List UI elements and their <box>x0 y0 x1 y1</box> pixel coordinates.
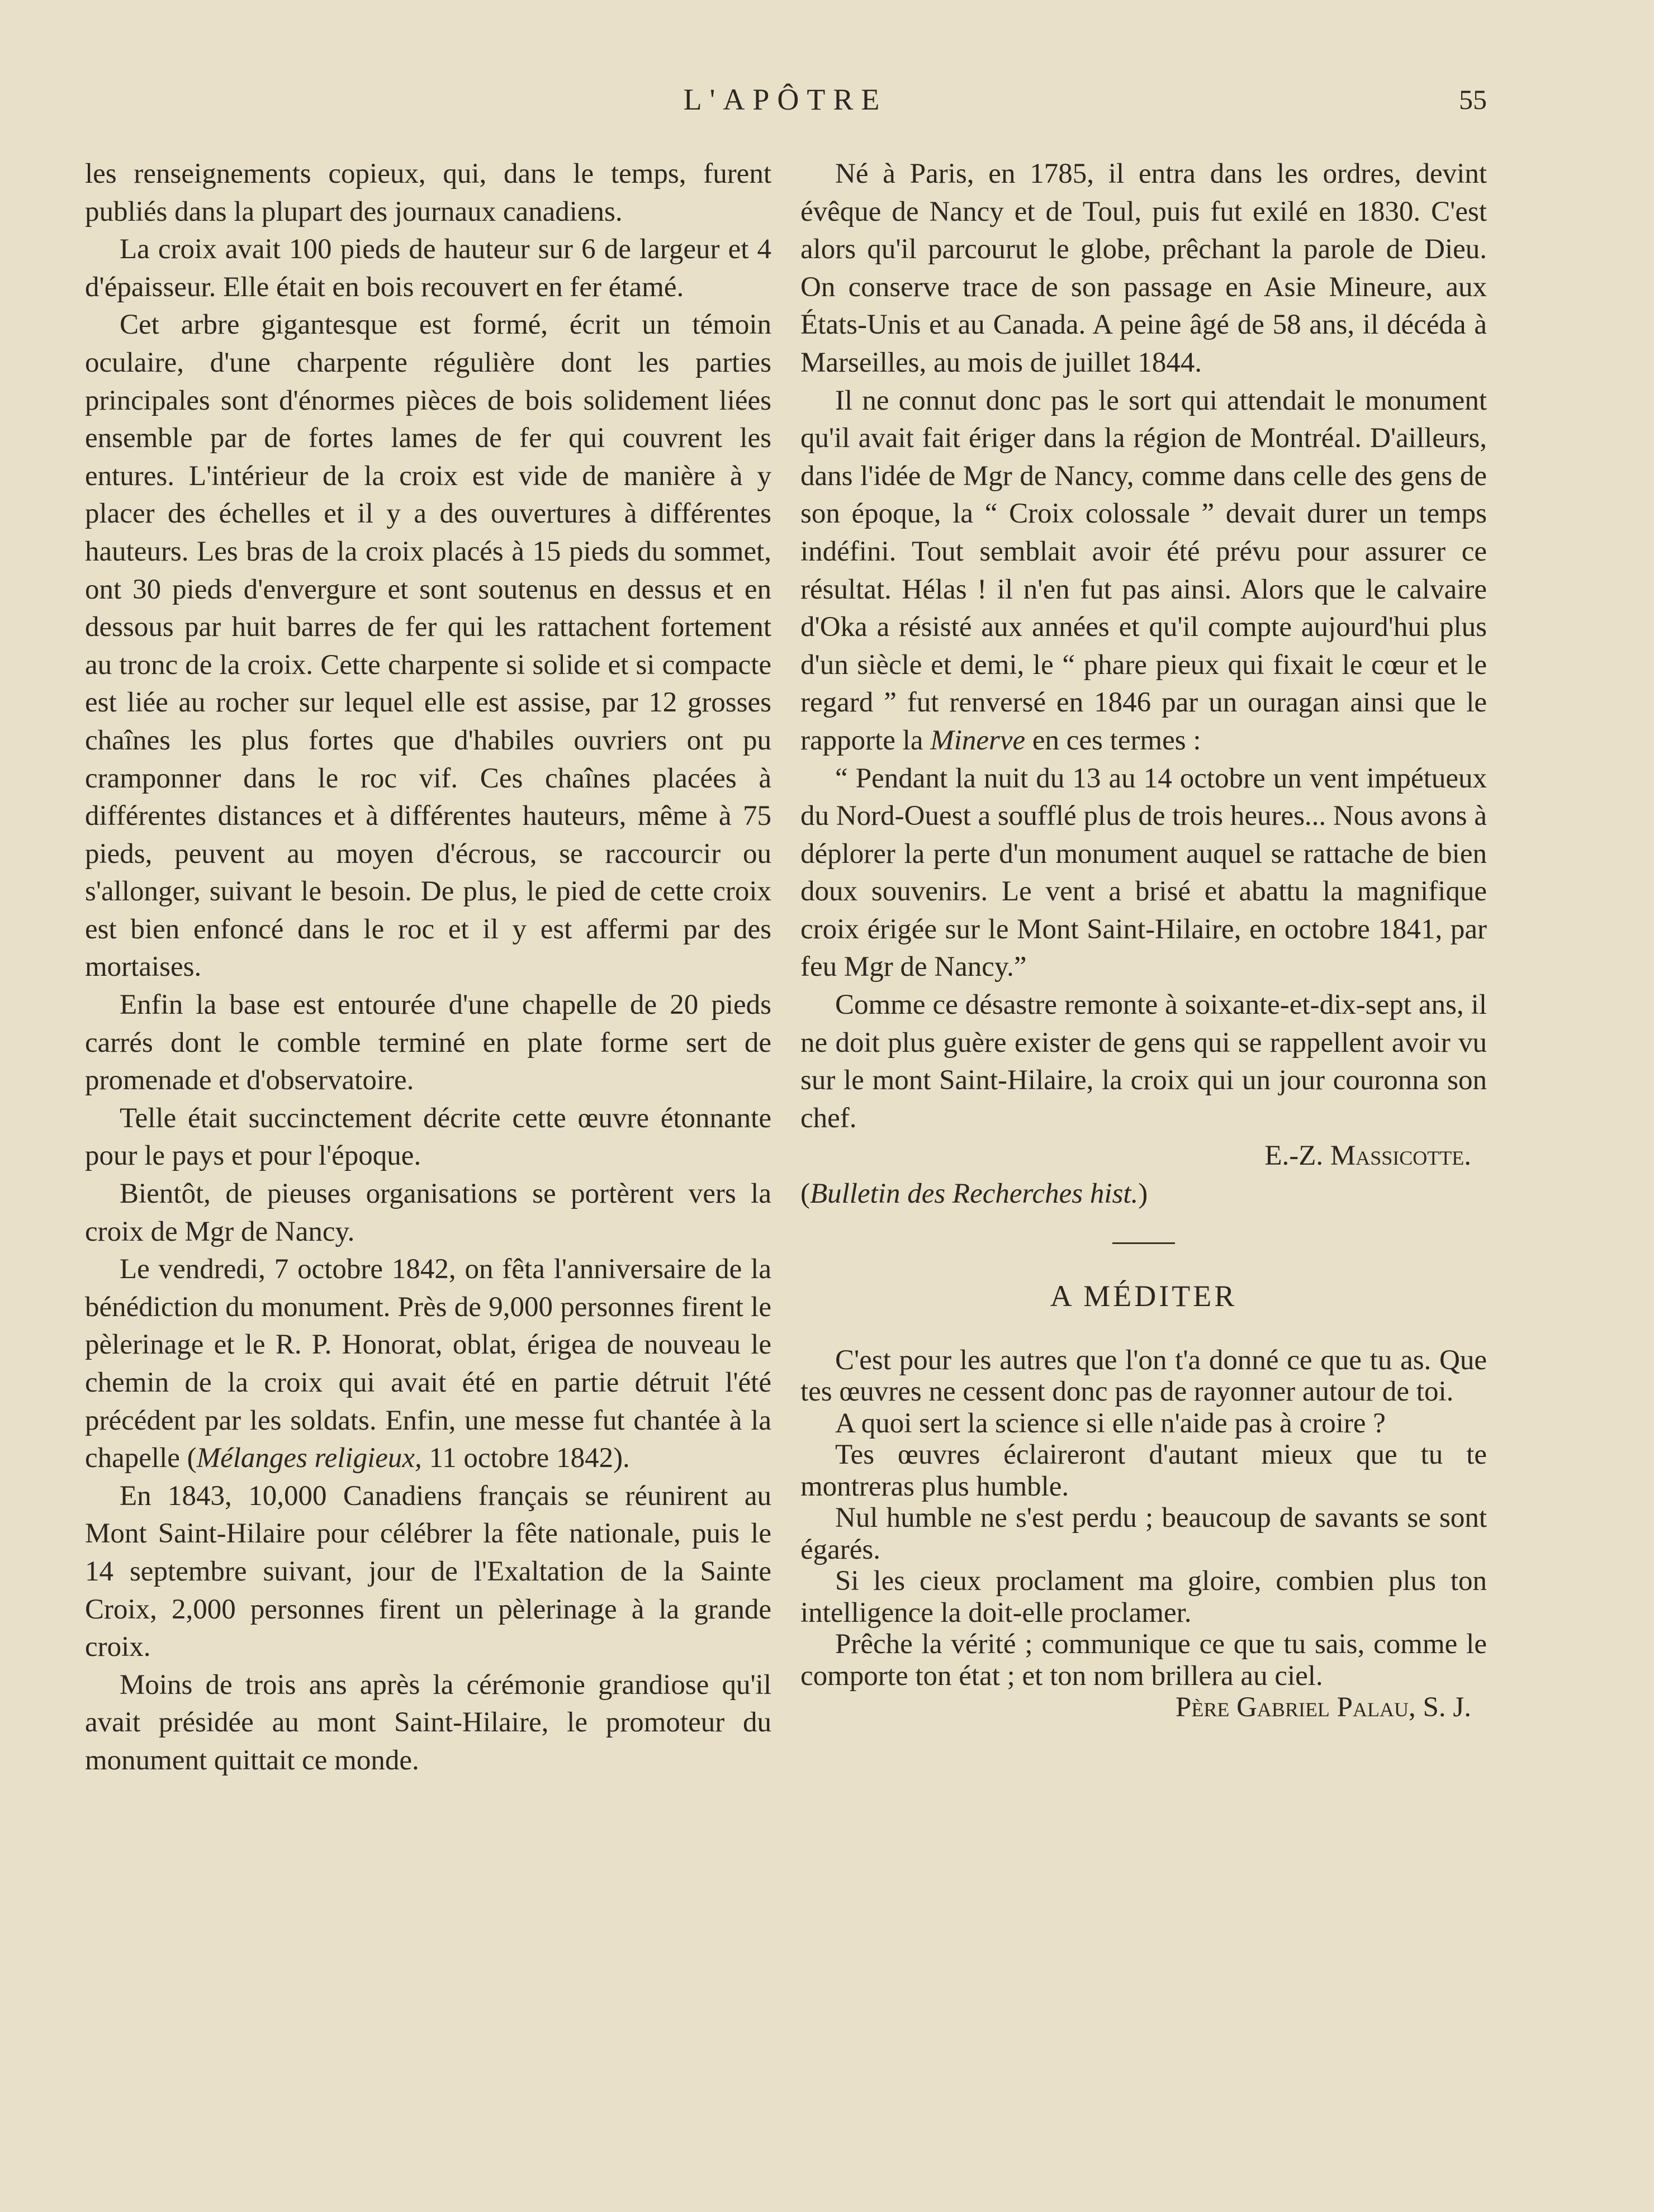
paragraph-tail: en ces termes : <box>1025 724 1201 756</box>
source-open: ( <box>800 1178 810 1210</box>
paragraph: Moins de trois ans après la cérémonie grandiose qu'il avait présidée au mont Saint-Hilaire, le promoteur du monument quittait ce monde. <box>85 1669 771 1776</box>
maxim: Si les cieux proclament ma gloire, combien plus ton intelligence la doit-elle proclamer. <box>800 1565 1487 1629</box>
paragraph: La croix avait 100 pieds de hauteur sur 6 de largeur et 4 d'épaisseur. Elle était en bois recouvert en fer étamé. <box>85 234 771 303</box>
source-citation <box>800 1175 1487 1213</box>
newspaper-title: Minerve <box>930 724 1026 756</box>
paragraph: Bientôt, de pieuses organisations se portèrent vers la croix de Mgr de Nancy. <box>85 1178 771 1247</box>
paragraph-text: Le vendredi, 7 octobre 1842, on fêta l'anniversaire de la bénédiction du monument. Près de 9,000 personnes firent le pèlerinage et le R. P. Honorat, oblat, érigea de nouveau le chemin de la croix qui avait été en partie détruit l'été précédent par les soldats. Enfin, une messe fut chantée à la chapelle ( <box>85 1254 771 1474</box>
author-signature: E.-Z. Massicotte. <box>1264 1140 1471 1172</box>
paragraph-with-citation <box>800 382 1487 760</box>
page-header <box>84 77 1487 122</box>
paragraph: Enfin la base est entourée d'une chapelle de 20 pieds carrés dont le comble terminé en plate forme sert de promenade et d'observatoire. <box>85 989 771 1096</box>
paragraph: En 1843, 10,000 Canadiens français se réunirent au Mont Saint-Hilaire pour célébrer la fête nationale, puis le 14 septembre suivant, jour de l'Exaltation de la Sainte Croix, 2,000 personnes firent un pèlerinage à la grande croix. <box>85 1480 771 1663</box>
meditation-section <box>800 1345 1487 1724</box>
page-number: 55 <box>1459 84 1487 115</box>
source-title: Bulletin des Recherches hist. <box>809 1178 1139 1210</box>
maxim: C'est pour les autres que l'on t'a donné ce que tu as. Que tes œuvres ne cessent donc pas de rayonner autour de toi. <box>800 1344 1487 1408</box>
left-column <box>85 155 771 1780</box>
maxim: Nul humble ne s'est perdu ; beaucoup de savants se sont égarés. <box>800 1502 1487 1565</box>
citation-title: Mélanges religieux, <box>196 1442 422 1474</box>
paragraph: Comme ce désastre remonte à soixante-et-dix-sept ans, il ne doit plus guère exister de gens qui se rappellent avoir vu sur le mont Saint-Hilaire, la croix qui un jour couronna son chef. <box>800 989 1487 1134</box>
running-title: L'APÔTRE <box>683 83 888 116</box>
paragraph: Né à Paris, en 1785, il entra dans les ordres, devint évêque de Nancy et de Toul, puis fut exilé en 1830. C'est alors qu'il parcourut le globe, prêchant la parole de Dieu. On conserve trace de son passage en Asie Mineure, aux États-Unis et au Canada. A peine âgé de 58 ans, il décéda à Marseilles, au mois de juillet 1844. <box>800 158 1487 378</box>
quotation: “ Pendant la nuit du 13 au 14 octobre un vent impétueux du Nord-Ouest a soufflé plus de trois heures... Nous avons à déplorer la perte d'un monument auquel se rattache de bien doux souvenirs. Le vent a brisé et abattu la magnifique croix érigée sur le Mont Saint-Hilaire, en octobre 1841, par feu Mgr de Nancy.” <box>800 762 1487 983</box>
maxim: Prêche la vérité ; communique ce que tu sais, comme le comporte ton état ; et ton nom brillera au ciel. <box>800 1629 1487 1692</box>
paragraph-with-citation <box>85 1251 771 1478</box>
paragraph: Telle était succinctement décrite cette œuvre étonnante pour le pays et pour l'époque. <box>85 1102 771 1172</box>
right-column <box>800 155 1487 1724</box>
paragraph: les renseignements copieux, qui, dans le temps, furent publiés dans la plupart des journaux canadiens. <box>85 158 771 227</box>
citation-date: 11 octobre 1842). <box>421 1442 630 1474</box>
section-title: A MÉDITER <box>1050 1279 1238 1313</box>
source-close: ) <box>1138 1178 1148 1210</box>
maxim: Tes œuvres éclaireront d'autant mieux que tu te montreras plus humble. <box>800 1439 1487 1502</box>
meditation-signature: Père Gabriel Palau, S. J. <box>1176 1692 1471 1724</box>
paragraph: Cet arbre gigantesque est formé, écrit un témoin oculaire, d'une charpente régulière dont les parties principales sont d'énormes pièces de bois solidement liées ensemble par de fortes lames de fer qui couvrent les entures. L'intérieur de la croix est vide de manière à y placer des échelles et il y a des ouvertures à différentes hauteurs. Les bras de la croix placés à 15 pieds du sommet, ont 30 pieds d'envergure et sont soutenus en dessus et en dessous par huit barres de fer qui les rattachent fortement au tronc de la croix. Cette charpente si solide et si compacte est liée au rocher sur lequel elle est assise, par 12 grosses chaînes les plus fortes que d'habiles ouvriers ont pu cramponner dans le roc vif. Ces chaînes placées à différentes distances et à différentes hauteurs, même à 75 pieds, peuvent au moyen d'écrous, se raccourcir ou s'allonger, suivant le besoin. De plus, le pied de cette croix est bien enfoncé dans le roc et il y est affermi par des mortaises. <box>85 309 771 983</box>
paragraph-text: Il ne connut donc pas le sort qui attendait le monument qu'il avait fait ériger dans la région de Montréal. D'ailleurs, dans l'idée de Mgr de Nancy, comme dans celle des gens de son époque, la “ Croix colossale ” devait durer un temps indéfini. Tout semblait avoir été prévu pour assurer ce résultat. Hélas ! il n'en fut pas ainsi. Alors que le calvaire d'Oka a résisté aux années et qu'il compte aujourd'hui plus d'un siècle et demi, le “ phare pieux qui fixait le cœur et le regard ” fut renversé en 1846 par un ouragan ainsi que le rapporte la <box>800 385 1487 756</box>
section-divider <box>1112 1242 1175 1244</box>
maxim: A quoi sert la science si elle n'aide pas à croire ? <box>835 1407 1386 1439</box>
